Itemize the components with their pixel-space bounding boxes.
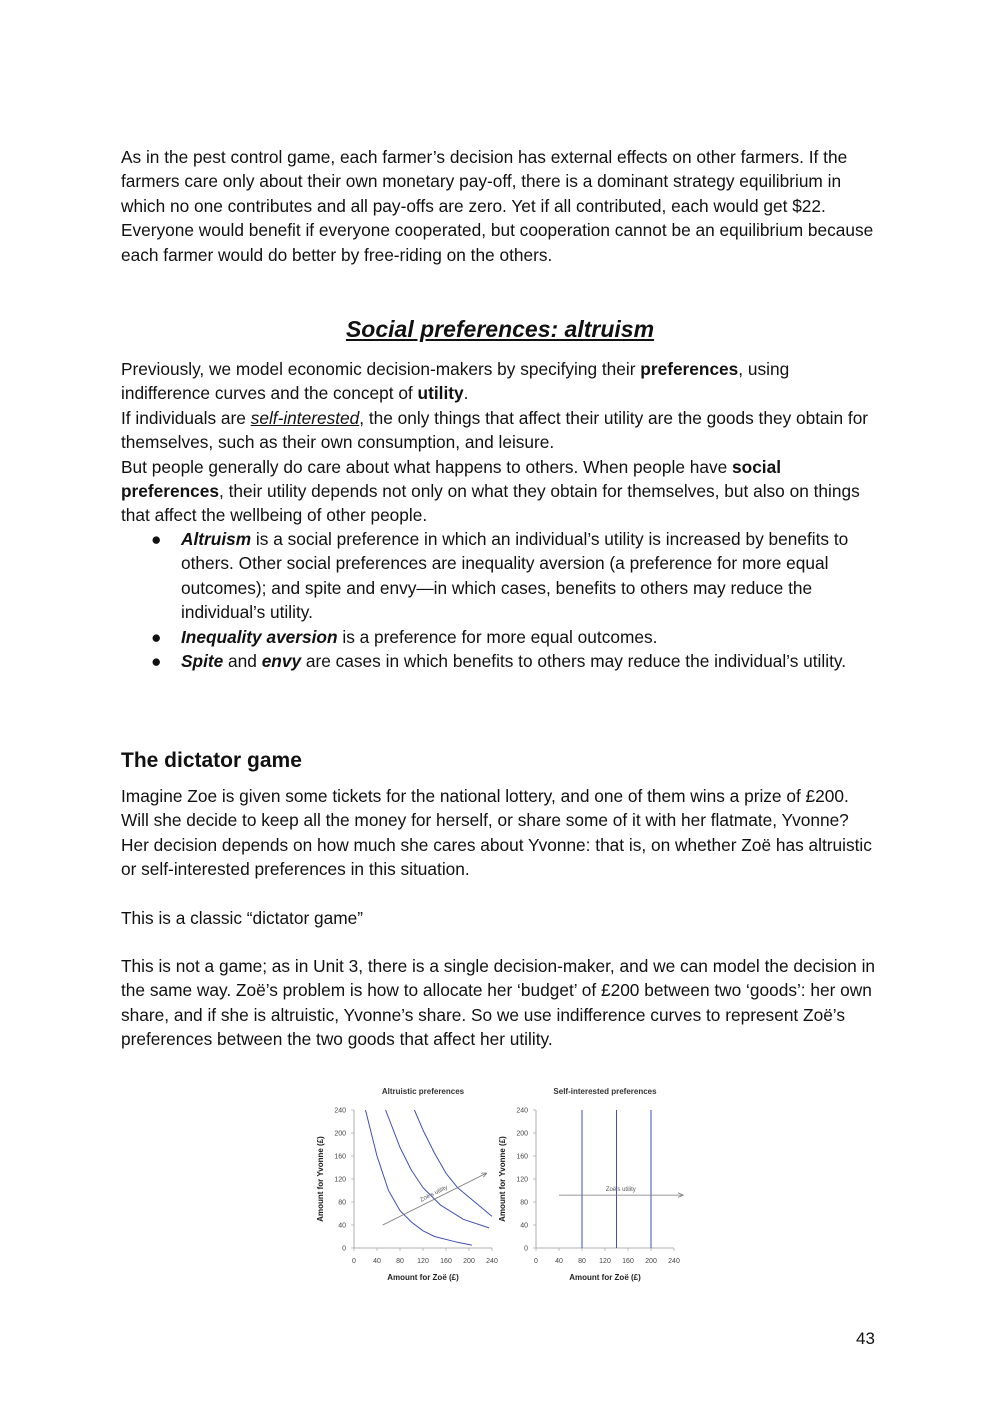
page-number: 43 [856,1329,875,1348]
y-tick-label: 200 [334,1130,346,1138]
text-span: , the only things that affect their utility are the goods they obtain for themselves, such as their own consumption, and leisure. [121,407,869,453]
utility-arrow-label: Zoë’s utility [419,1184,449,1204]
y-tick-label: 200 [516,1130,528,1138]
x-axis-title: Amount for Zoë (£) [387,1273,459,1282]
term-utility: utility [417,383,464,404]
x-tick-label: 160 [440,1258,452,1265]
term-social-preferences: social preferences [121,456,782,502]
section-title: Social preferences: altruism [345,316,655,342]
x-tick-label: 80 [578,1258,586,1265]
definition-text: are cases in which benefits to others may reduce the individual’s utility. [301,651,847,672]
text-span: , their utility depends not only on what they obtain for themselves, but also on things that affect the wellbeing of other people. [121,481,860,526]
y-tick-label: 160 [516,1153,528,1161]
term-inequality-aversion: Inequality aversion [181,626,338,647]
bullet-icon: ● [151,626,162,647]
x-tick-label: 80 [396,1258,404,1265]
x-tick-label: 120 [417,1258,429,1265]
x-tick-label: 200 [463,1258,475,1265]
y-tick-label: 160 [334,1153,346,1161]
y-axis-title: Amount for Yvonne (£) [316,1136,325,1222]
definition-text: is a social preference in which an individual’s utility is increased by benefits to others. Other social preferences are inequality aversion (a preference for more equal outcomes); and spite and envy—in which cases, benefits to others may reduce the individual’s utility. [181,529,849,623]
definition-text: is a preference for more equal outcomes. [337,626,658,647]
y-tick-label: 120 [516,1176,528,1184]
y-tick-label: 240 [334,1107,346,1115]
indifference-curve-2 [386,1110,490,1228]
preferences-paragraph [121,357,881,528]
term-self-interested: self-interested [250,407,360,428]
indifference-curve-1 [366,1110,472,1245]
dictator-paragraph-2: This is a classic “dictator game” [121,908,364,928]
definition-text: and [223,651,262,672]
x-tick-label: 120 [599,1258,611,1265]
y-tick-label: 80 [520,1199,528,1207]
text-span: But people generally do care about what happens to others. When people have [121,456,733,477]
charts-svg [312,1080,692,1292]
y-tick-label: 40 [520,1222,528,1230]
bullet-icon: ● [151,529,162,549]
list-item [121,527,881,625]
x-tick-label: 0 [352,1258,356,1265]
term-preferences: preferences [640,359,739,379]
y-tick-label: 0 [524,1245,528,1253]
preference-charts-figure [312,1080,692,1292]
chart-title: Self-interested preferences [553,1087,657,1096]
y-tick-label: 240 [516,1107,528,1115]
y-axis-title: Amount for Yvonne (£) [498,1136,507,1222]
y-tick-label: 40 [338,1222,346,1230]
dictator-paragraph-1: Imagine Zoe is given some tickets for the national lottery, and one of them wins a prize of £200. Will she decide to keep all the money for herself, or share some of it with her flatmate, Yvonne? Her decision depends on how much she cares about Yvonne: that is, on whether Zoë has altruistic or self-interested preferences in this situation. [121,786,872,880]
x-tick-label: 200 [645,1258,657,1265]
list-item [121,649,881,673]
definitions-list [121,527,881,673]
list-item [121,625,881,649]
y-tick-label: 120 [334,1176,346,1184]
y-tick-label: 80 [338,1199,346,1207]
chart-title: Altruistic preferences [381,1087,465,1096]
x-tick-label: 0 [534,1258,538,1265]
x-tick-label: 40 [555,1258,563,1265]
term-envy: envy [261,651,302,672]
x-tick-label: 160 [622,1258,634,1265]
x-axis-title: Amount for Zoë (£) [569,1273,641,1282]
text-span: Previously, we model economic decision-makers by specifying their [121,359,641,379]
dictator-heading: The dictator game [121,749,302,772]
utility-arrow-label: Zoë’s utility [605,1187,636,1194]
x-tick-label: 240 [486,1258,498,1265]
dictator-paragraph-3: This is not a game; as in Unit 3, there is a single decision-maker, and we can model the decision in the same way. Zoë’s problem is how to allocate her ‘budget’ of £200 between two ‘goods’: her own share, and if she is altruistic, Yvonne’s share. So we use indifference curves to represent Zoë’s preferences between the two goods that affect her utility. [121,956,876,1050]
text-span: , using indifference curves and the concept of [121,359,790,404]
bullet-icon: ● [151,651,162,672]
text-span: . [463,383,469,404]
x-tick-label: 240 [668,1258,680,1265]
term-spite: Spite [181,651,224,672]
term-altruism: Altruism [181,529,252,549]
intro-paragraph: As in the pest control game, each farmer’s decision has external effects on other farmers. If the farmers care only about their own monetary pay-off, there is a dominant strategy equilibrium in which no one contributes and all pay-offs are zero. Yet if all contributed, each would get $22. Everyone would benefit if everyone cooperated, but cooperation cannot be an equilibrium because each farmer would do better by free-riding on the others. [121,147,874,265]
y-tick-label: 0 [342,1245,346,1253]
x-tick-label: 40 [373,1258,381,1265]
text-span: If individuals are [121,407,251,428]
